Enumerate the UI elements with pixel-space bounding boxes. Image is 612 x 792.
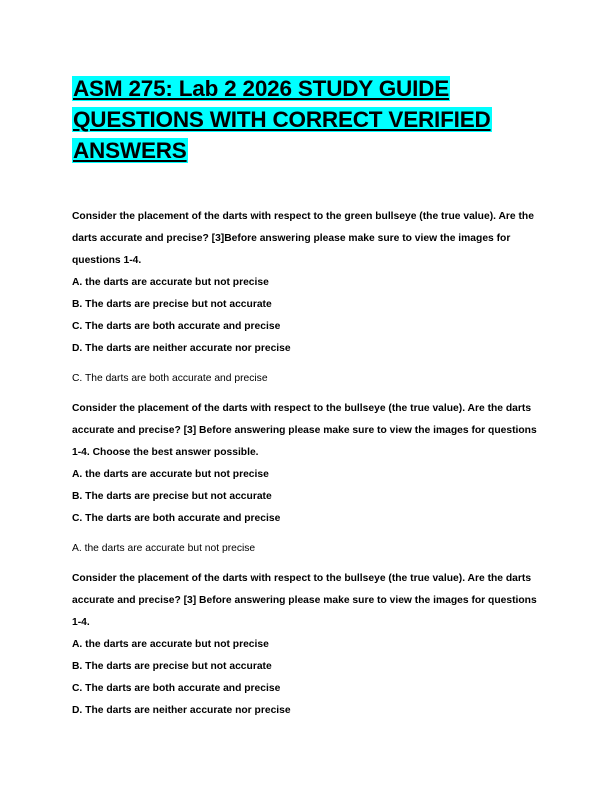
option-a: A. the darts are accurate but not precise [72,277,269,288]
question-block-1 [72,206,542,390]
option-c: C. The darts are both accurate and precise [72,513,281,524]
title-line-2: QUESTIONS WITH CORRECT VERIFIED [73,107,491,132]
option-b: B. The darts are precise but not accurate [72,299,272,310]
option-c: C. The darts are both accurate and precise [72,683,281,694]
question-block-2 [72,398,542,560]
page-title [72,73,492,166]
question-text: Consider the placement of the darts with respect to the bullseye (the true value). Are the darts accurate and precise? [3] Before answering please make sure to view the images for questions 1-4. Choose the best answer possible. [72,403,537,458]
answer-text: C. The darts are both accurate and precise [72,373,268,384]
option-b: B. The darts are precise but not accurate [72,661,272,672]
option-c: C. The darts are both accurate and precise [72,321,281,332]
option-d: D. The darts are neither accurate nor precise [72,705,291,716]
question-text: Consider the placement of the darts with respect to the bullseye (the true value). Are the darts accurate and precise? [3] Before answering please make sure to view the images for questions 1-4. [72,573,537,628]
answer-text: A. the darts are accurate but not precise [72,543,256,554]
questions-section [72,206,542,722]
question-block-3 [72,568,542,722]
option-d: D. The darts are neither accurate nor precise [72,343,291,354]
question-text: Consider the placement of the darts with respect to the green bullseye (the true value). Are the darts accurate and precise? [3]Before answering please make sure to view the images for questions 1-4. [72,211,534,266]
title-line-1: ASM 275: Lab 2 2026 STUDY GUIDE [73,76,450,101]
option-a: A. the darts are accurate but not precise [72,469,269,480]
option-a: A. the darts are accurate but not precise [72,639,269,650]
option-b: B. The darts are precise but not accurate [72,491,272,502]
title-line-3: ANSWERS [73,138,187,163]
